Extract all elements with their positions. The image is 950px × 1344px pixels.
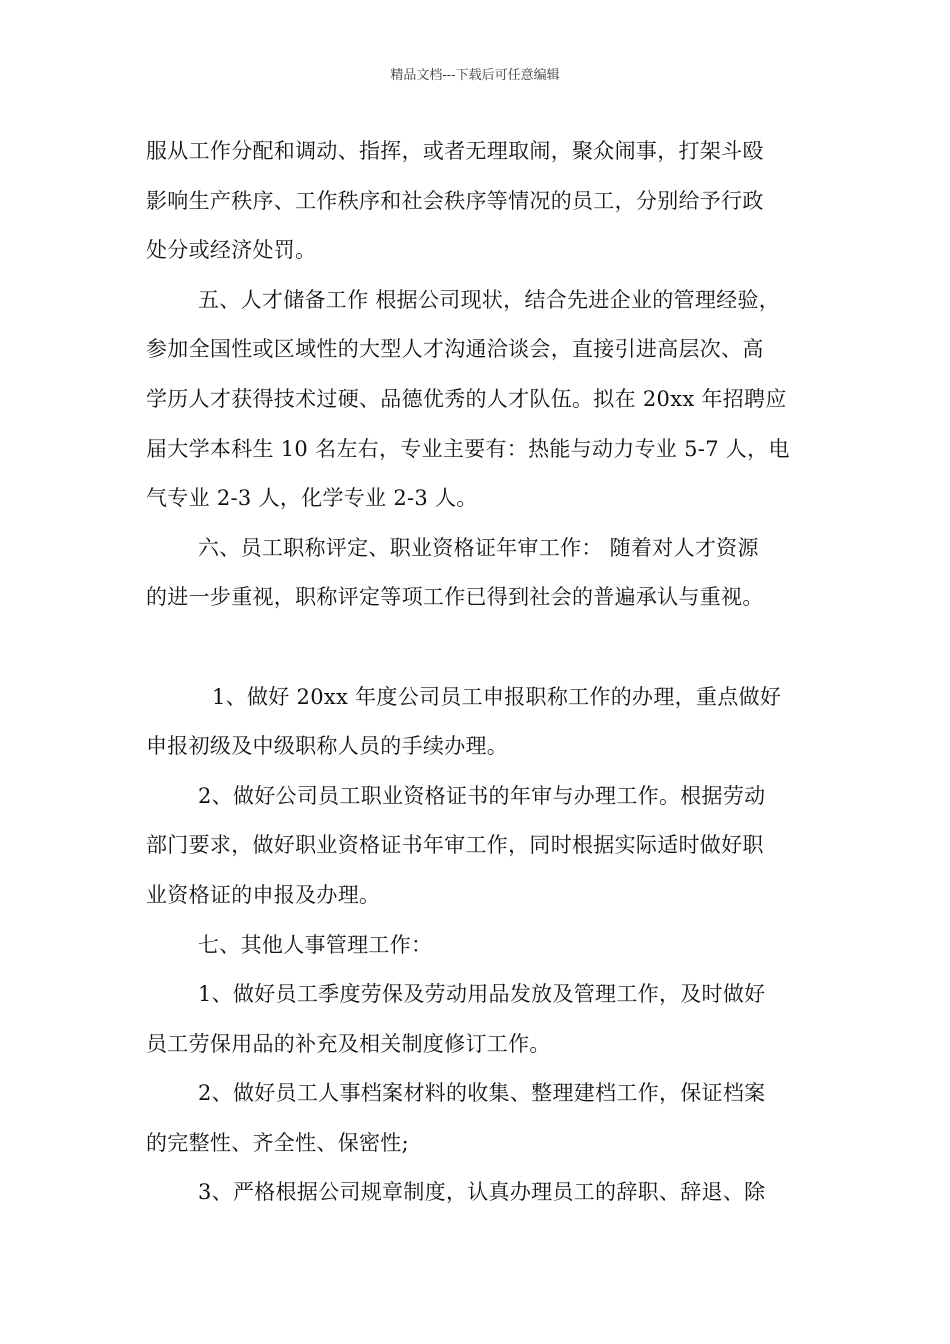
section-heading-7: 七、其他人事管理工作：	[198, 932, 433, 957]
text-line: 届大学本科生 10 名左右，专业主要有：热能与动力专业 5-7 人，电	[146, 436, 790, 461]
text-line: 学历人才获得技术过硬、品德优秀的人才队伍。拟在 20xx 年招聘应	[146, 386, 787, 411]
list-item: 2、做好员工人事档案材料的收集、整理建档工作，保证档案	[198, 1081, 766, 1106]
text-line: 服从工作分配和调动、指挥，或者无理取闹，聚众闹事，打架斗殴	[146, 139, 764, 163]
text-line: 的进一步重视，职称评定等项工作已得到社会的普遍承认与重视。	[146, 585, 764, 610]
text-line: 处分或经济处罚。	[146, 238, 317, 263]
text-line: 部门要求，做好职业资格证书年审工作，同时根据实际适时做好职	[146, 833, 764, 858]
text-line: 的完整性、齐全性、保密性;	[146, 1130, 409, 1155]
document-body	[146, 127, 816, 1218]
list-item: 3、严格根据公司规章制度，认真办理员工的辞职、辞退、除	[198, 1180, 766, 1205]
text-line: 影响生产秩序、工作秩序和社会秩序等情况的员工，分别给予行政	[146, 188, 764, 213]
blank-line	[146, 623, 816, 673]
section-heading-6: 六、员工职称评定、职业资格证年审工作： 随着对人才资源	[198, 535, 759, 560]
text-line: 业资格证的申报及办理。	[146, 882, 381, 907]
text-line: 参加全国性或区域性的大型人才沟通洽谈会，直接引进高层次、高	[146, 337, 764, 362]
list-item: 1、做好员工季度劳保及劳动用品发放及管理工作，及时做好	[198, 982, 766, 1007]
list-item: 1、做好 20xx 年度公司员工申报职称工作的办理，重点做好	[212, 684, 782, 709]
text-line: 申报初级及中级职称人员的手续办理。	[146, 734, 509, 759]
text-line: 员工劳保用品的补充及相关制度修订工作。	[146, 1031, 551, 1056]
list-item: 2、做好公司员工职业资格证书的年审与办理工作。根据劳动	[198, 783, 766, 808]
page-header: 精品文档---下载后可任意编辑	[390, 68, 560, 83]
text-line: 气专业 2-3 人，化学专业 2-3 人。	[146, 486, 478, 511]
section-heading-5: 五、人才储备工作 根据公司现状，结合先进企业的管理经验，	[198, 287, 781, 312]
